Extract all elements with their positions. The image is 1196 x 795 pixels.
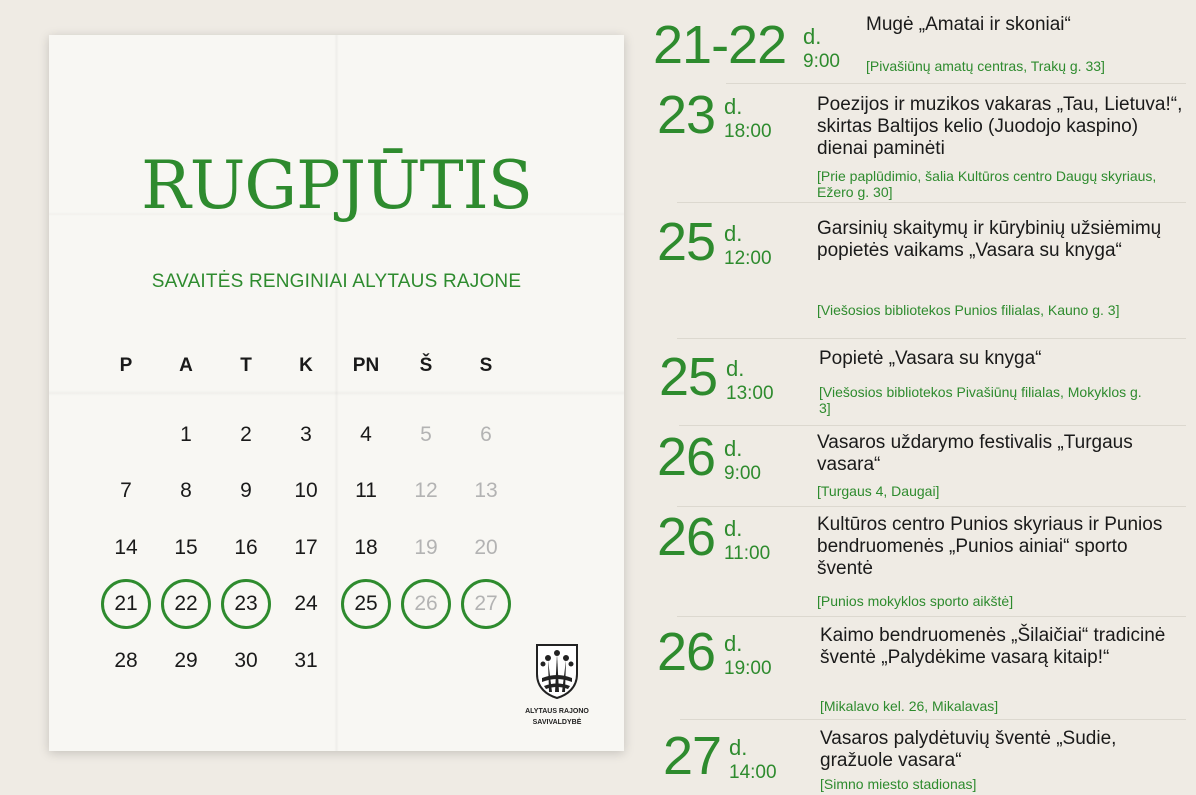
event-title: Vasaros palydėtuvių šventė „Sudie, gražuole vasara“ — [820, 728, 1117, 771]
event-location: [Turgaus 4, Daugai] — [817, 483, 940, 499]
month-title: RUGPJŪTIS — [141, 147, 532, 224]
calendar-day: 7 — [120, 479, 132, 502]
event-divider — [679, 425, 1186, 426]
calendar-subtitle: SAVAITĖS RENGINIAI ALYTAUS RAJONE — [151, 271, 522, 292]
event-title: Popietė „Vasara su knyga“ — [819, 348, 1042, 369]
logo-text-line2: SAVIVALDYBĖ — [532, 719, 582, 726]
event-time: 18:00 — [724, 121, 772, 142]
event-location: [Prie paplūdimio, šalia Kultūros centro Daugų skyriaus, Ežero g. 30] — [817, 168, 1157, 200]
calendar-day: 18 — [354, 536, 378, 559]
event-divider — [677, 506, 1186, 507]
event-location: [Viešosios bibliotekos Pivašiūnų filialas, Mokyklos g. 3] — [819, 384, 1142, 416]
calendar-day: 5 — [420, 423, 432, 446]
event-location: [Viešosios bibliotekos Punios filialas, Kauno g. 3] — [817, 302, 1120, 318]
calendar-day: 1 — [180, 423, 192, 446]
event-location: [Pivašiūnų amatų centras, Trakų g. 33] — [866, 58, 1105, 74]
event-title: Vasaros uždarymo festivalis „Turgaus vasara“ — [817, 432, 1133, 475]
event-day-suffix: d. — [726, 356, 745, 381]
calendar-day: 16 — [234, 536, 258, 559]
calendar-day: 19 — [414, 536, 438, 559]
calendar-day: 11 — [355, 479, 377, 502]
weekday-label: T — [240, 355, 252, 376]
weekday-label: K — [299, 355, 313, 376]
weekday-label: A — [179, 355, 193, 376]
event-time: 13:00 — [726, 383, 774, 404]
event-day: 27 — [663, 726, 722, 786]
event-title: Kaimo bendruomenės „Šilaičiai“ tradicinė šventė „Palydėkime vasarą kitaip!“ — [820, 625, 1166, 668]
event-location: [Simno miesto stadionas] — [820, 776, 977, 792]
event-time: 9:00 — [724, 463, 761, 484]
calendar-day: 6 — [480, 423, 492, 446]
event-day: 25 — [659, 347, 718, 407]
calendar-day: 30 — [234, 649, 258, 672]
event-day-suffix: d. — [724, 436, 743, 461]
weekday-label: P — [119, 355, 133, 376]
calendar-day: 29 — [174, 649, 198, 672]
calendar-day: 21 — [114, 592, 138, 615]
weekday-label: Š — [419, 355, 433, 376]
calendar-day: 28 — [114, 649, 138, 672]
calendar-day: 15 — [174, 536, 198, 559]
event-divider — [677, 616, 1186, 617]
calendar-day: 27 — [474, 592, 498, 615]
calendar-day: 8 — [180, 479, 192, 502]
municipality-logo — [522, 642, 592, 727]
calendar-day: 9 — [240, 479, 252, 502]
event-location: [Punios mokyklos sporto aikštė] — [817, 593, 1014, 609]
event-title: Kultūros centro Punios skyriaus ir Punios bendruomenės „Punios ainiai“ sporto šventė — [817, 514, 1163, 579]
weekday-label: PN — [352, 355, 380, 376]
calendar-day: 3 — [300, 423, 312, 446]
calendar-poster — [49, 35, 624, 751]
event-title: Garsinių skaitymų ir kūrybinių užsiėmimų popietės vaikams „Vasara su knyga“ — [817, 218, 1162, 261]
event-location: [Mikalavo kel. 26, Mikalavas] — [820, 698, 999, 714]
calendar-day: 2 — [240, 423, 252, 446]
coat-of-arms-icon — [534, 642, 580, 700]
event-day-suffix: d. — [803, 24, 822, 49]
weekday-label: S — [479, 355, 493, 376]
event-time: 9:00 — [803, 51, 840, 72]
event-time: 12:00 — [724, 248, 772, 269]
calendar-day: 4 — [360, 423, 372, 446]
calendar-day: 13 — [474, 479, 498, 502]
event-divider — [677, 338, 1186, 339]
event-day: 26 — [657, 622, 716, 682]
event-day: 26 — [657, 427, 716, 487]
event-day-suffix: d. — [724, 94, 743, 119]
event-time: 19:00 — [724, 658, 772, 679]
calendar-day: 12 — [414, 479, 438, 502]
event-divider — [677, 202, 1186, 203]
calendar-day: 20 — [474, 536, 498, 559]
event-title: Poezijos ir muzikos vakaras „Tau, Lietuva!“, skirtas Baltijos kelio (Juodojo kaspino) dienai paminėti — [817, 94, 1183, 159]
calendar-day: 26 — [414, 592, 438, 615]
event-day-suffix: d. — [724, 221, 743, 246]
event-day-suffix: d. — [724, 516, 743, 541]
event-day: 23 — [657, 85, 716, 145]
event-day-suffix: d. — [729, 735, 748, 760]
event-day: 25 — [657, 212, 716, 272]
event-day: 21-22 — [653, 15, 787, 75]
calendar-day: 22 — [174, 592, 198, 615]
event-day-suffix: d. — [724, 631, 743, 656]
event-time: 14:00 — [729, 762, 777, 783]
logo-text-line1: ALYTAUS RAJONO — [525, 708, 589, 715]
event-time: 11:00 — [724, 543, 771, 564]
event-divider — [726, 83, 1186, 84]
calendar-day: 25 — [354, 592, 378, 615]
calendar-day: 24 — [294, 592, 318, 615]
event-day: 26 — [657, 507, 716, 567]
calendar-day: 31 — [294, 649, 318, 672]
event-title: Mugė „Amatai ir skoniai“ — [866, 14, 1071, 35]
calendar-day: 17 — [294, 536, 318, 559]
calendar-day: 10 — [294, 479, 318, 502]
calendar-day: 23 — [234, 592, 258, 615]
event-divider — [680, 719, 1186, 720]
calendar-day: 14 — [114, 536, 138, 559]
